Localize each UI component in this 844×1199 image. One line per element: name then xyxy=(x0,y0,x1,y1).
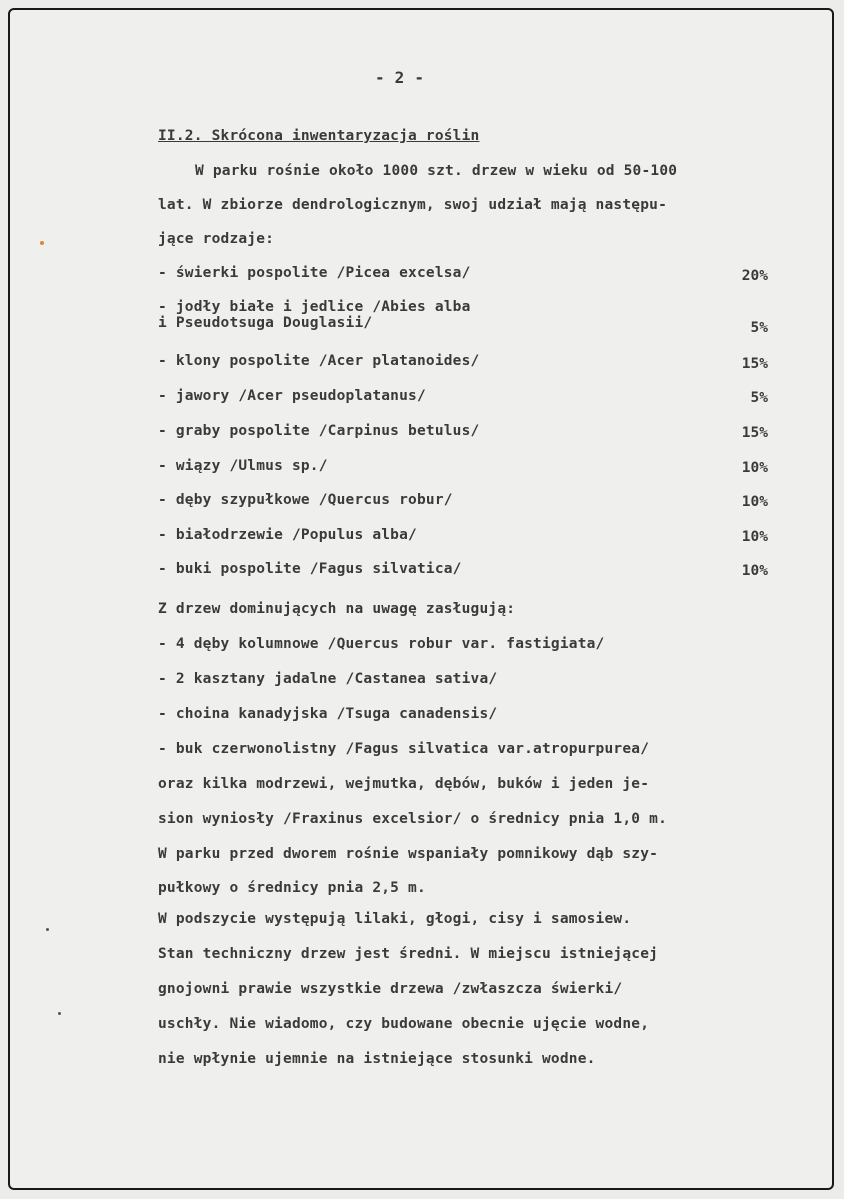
species-item: - dęby szypułkowe /Quercus robur/ xyxy=(158,492,453,508)
scan-speck xyxy=(58,1012,61,1015)
species-item: - buki pospolite /Fagus silvatica/ xyxy=(158,561,462,577)
species-percent: 10% xyxy=(741,460,768,476)
species-percent: 20% xyxy=(741,268,768,284)
notable-intro: Z drzew dominujących na uwagę zasługują: xyxy=(158,601,516,617)
species-percent: 15% xyxy=(741,356,768,372)
species-item: - graby pospolite /Carpinus betulus/ xyxy=(158,423,480,439)
species-item: - jawory /Acer pseudoplatanus/ xyxy=(158,388,426,404)
notable-item: - 4 dęby kolumnowe /Quercus robur var. fastigiata/ xyxy=(158,636,605,652)
body-line: W parku przed dworem rośnie wspaniały pomnikowy dąb szy- xyxy=(158,846,659,862)
species-item: - jodły białe i jedlice /Abies alba xyxy=(158,299,471,315)
scan-speck xyxy=(46,928,49,931)
species-percent: 15% xyxy=(741,425,768,441)
body-line: W podszycie występują lilaki, głogi, cisy i samosiew. xyxy=(158,911,632,927)
species-percent: 10% xyxy=(741,563,768,579)
body-line: oraz kilka modrzewi, wejmutka, dębów, buków i jeden je- xyxy=(158,776,650,792)
intro-line-1: W parku rośnie około 1000 szt. drzew w wieku od 50-100 xyxy=(195,163,678,179)
body-line: sion wyniosły /Fraxinus excelsior/ o średnicy pnia 1,0 m. xyxy=(158,811,667,827)
species-percent: 5% xyxy=(750,320,768,336)
species-percent: 10% xyxy=(741,494,768,510)
notable-item: - choina kanadyjska /Tsuga canadensis/ xyxy=(158,706,498,722)
body-line: nie wpłynie ujemnie na istniejące stosunki wodne. xyxy=(158,1051,596,1067)
body-line: Stan techniczny drzew jest średni. W miejscu istniejącej xyxy=(158,946,659,962)
body-line: gnojowni prawie wszystkie drzewa /zwłaszcza świerki/ xyxy=(158,981,623,997)
intro-line-2: lat. W zbiorze dendrologicznym, swoj udział mają następu- xyxy=(158,197,667,213)
page-number: - 2 - xyxy=(375,68,425,87)
species-item: - klony pospolite /Acer platanoides/ xyxy=(158,353,480,369)
species-percent: 5% xyxy=(750,390,768,406)
species-item: - wiązy /Ulmus sp./ xyxy=(158,458,328,474)
species-item: - białodrzewie /Populus alba/ xyxy=(158,527,417,543)
body-line: pułkowy o średnicy pnia 2,5 m. xyxy=(158,880,426,896)
species-percent: 10% xyxy=(741,529,768,545)
notable-item: - 2 kasztany jadalne /Castanea sativa/ xyxy=(158,671,498,687)
species-item: - świerki pospolite /Picea excelsa/ xyxy=(158,265,471,281)
species-item-continued: i Pseudotsuga Douglasii/ xyxy=(158,315,373,331)
scan-speck xyxy=(40,241,44,245)
notable-item: - buk czerwonolistny /Fagus silvatica var.atropurpurea/ xyxy=(158,741,650,757)
section-heading: II.2. Skrócona inwentaryzacja roślin xyxy=(158,128,480,144)
intro-line-3: jące rodzaje: xyxy=(158,231,275,247)
body-line: uschły. Nie wiadomo, czy budowane obecnie ujęcie wodne, xyxy=(158,1016,650,1032)
